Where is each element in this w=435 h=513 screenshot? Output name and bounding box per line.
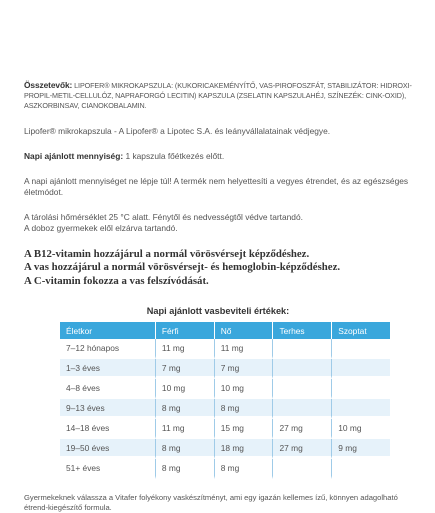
cell-breastfeeding (332, 339, 390, 359)
warning-paragraph: A napi ajánlott mennyiséget ne lépje túl! A termék nem helyettesíti a vegyes étrendet, és az egészséges életmódot. (24, 175, 409, 197)
cell-male: 11 mg (156, 419, 215, 439)
cell-pregnant (273, 399, 332, 419)
cell-breastfeeding (332, 459, 390, 479)
cell-pregnant (273, 339, 332, 359)
cell-male: 8 mg (156, 459, 215, 479)
footer-recommendation: Gyermekeknek válassza a Vitafer folyékony vaskészítményt, ami egy igazán kellemes ízű, könnyen adagolható étrend-kiegészítő formula. (24, 493, 398, 513)
cell-age: 7–12 hónapos (60, 339, 156, 359)
table-row (60, 359, 390, 379)
header-pregnant: Terhes (273, 322, 332, 339)
cell-female: 10 mg (215, 379, 274, 399)
table-header-row (60, 322, 390, 339)
table-row (60, 399, 390, 419)
trademark-note: Lipofer® mikrokapszula - A Lipofer® a Lipotec S.A. és leányvállalatainak védjegye. (24, 125, 331, 136)
cell-age: 19–50 éves (60, 439, 156, 459)
header-female: Nő (215, 322, 274, 339)
cell-female: 8 mg (215, 459, 274, 479)
cell-female: 11 mg (215, 339, 274, 359)
cell-pregnant (273, 379, 332, 399)
dosage-label: Napi ajánlott mennyiség: (24, 150, 124, 161)
cell-age: 9–13 éves (60, 399, 156, 419)
cell-pregnant (273, 359, 332, 379)
cell-male: 8 mg (156, 439, 215, 459)
header-age: Életkor (60, 322, 156, 339)
cell-breastfeeding (332, 359, 390, 379)
table-row (60, 439, 390, 459)
dosage-text: 1 kapszula főétkezés előtt. (125, 150, 225, 161)
cell-age: 4–8 éves (60, 379, 156, 399)
cell-age: 14–18 éves (60, 419, 156, 439)
cell-female: 18 mg (215, 439, 274, 459)
cell-male: 7 mg (156, 359, 215, 379)
claim-iron: A vas hozzájárul a normál vörösvérsejt- és hemoglobin-képződéshez. (24, 261, 341, 274)
cell-male: 11 mg (156, 339, 215, 359)
cell-breastfeeding: 10 mg (332, 419, 390, 439)
table-title: Napi ajánlott vasbeviteli értékek: (146, 306, 290, 317)
cell-breastfeeding (332, 379, 390, 399)
ingredients-paragraph (24, 80, 412, 112)
cell-age: 51+ éves (60, 459, 156, 479)
cell-breastfeeding (332, 399, 390, 419)
cell-pregnant (273, 459, 332, 479)
table-row (60, 339, 390, 359)
cell-breastfeeding: 9 mg (332, 439, 390, 459)
cell-female: 7 mg (215, 359, 274, 379)
cell-female: 8 mg (215, 399, 274, 419)
header-breastfeeding: Szoptat (332, 322, 390, 339)
storage-temperature: A tárolási hőmérséklet 25 °C alatt. Fénytől és nedvességtől védve tartandó. (24, 211, 303, 222)
iron-intake-table (60, 322, 390, 479)
cell-male: 8 mg (156, 399, 215, 419)
ingredients-label: Összetevők: (24, 80, 73, 90)
cell-female: 15 mg (215, 419, 274, 439)
storage-children: A doboz gyermekek elől elzárva tartandó. (24, 222, 178, 233)
table-row (60, 419, 390, 439)
cell-age: 1–3 éves (60, 359, 156, 379)
claim-vitamin-c: A C-vitamin fokozza a vas felszívódását. (24, 274, 209, 287)
header-male: Férfi (156, 322, 215, 339)
claim-b12: A B12-vitamin hozzájárul a normál vörösvérsejt képződéshez. (24, 247, 310, 260)
ingredients-text: LIPOFER® MIKROKAPSZULA: (KUKORICAKEMÉNYÍTŐ, VAS-PIROFOSZFÁT, STABILIZÁTOR: HIDROXI-PROPIL-METIL-CELLULÓZ, NAPRAFORGÓ LECITIN) KAPSZULA (ZSELATIN KAPSZULAHÉJ, SZÍNEZÉK: CINK-OXID), ASZKORBINSAV, CIANOKOBALAMIN. (24, 81, 412, 111)
table-row (60, 459, 390, 479)
cell-pregnant: 27 mg (273, 419, 332, 439)
cell-male: 10 mg (156, 379, 215, 399)
document-page (24, 80, 412, 513)
health-claims (24, 248, 412, 289)
dosage-paragraph (24, 151, 412, 162)
table-row (60, 379, 390, 399)
cell-pregnant: 27 mg (273, 439, 332, 459)
